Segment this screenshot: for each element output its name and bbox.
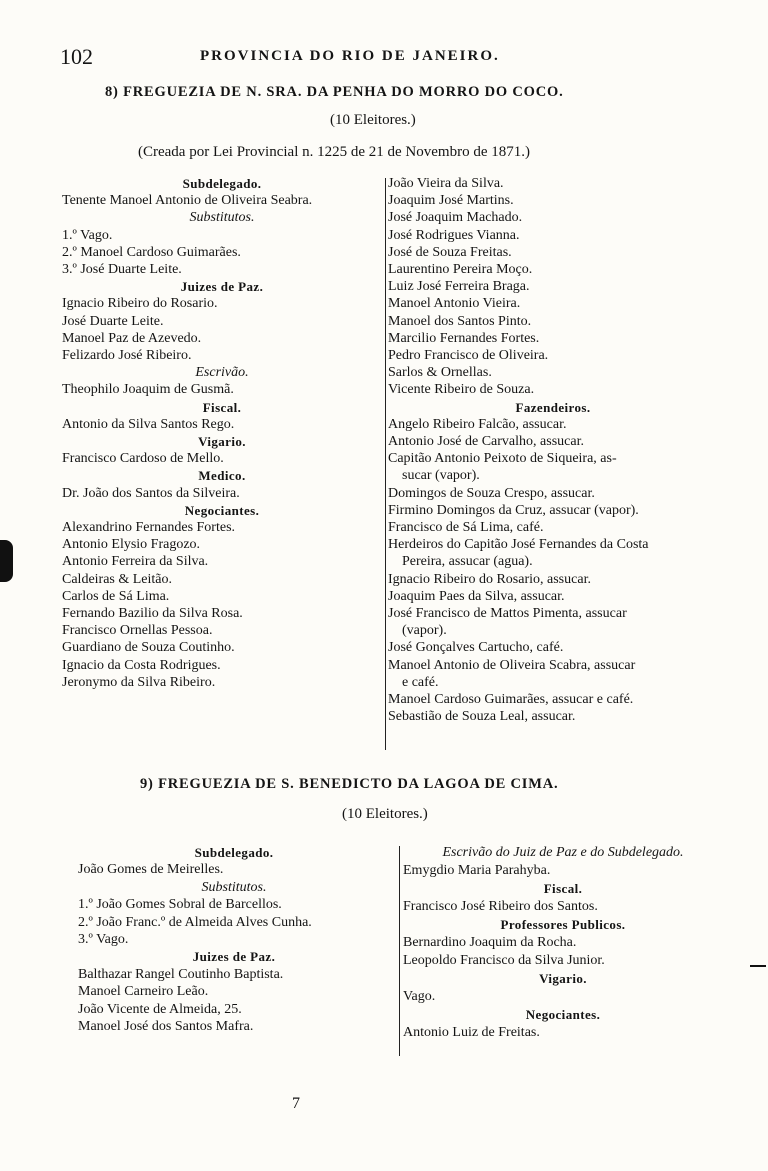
entry-line: Felizardo José Ribeiro. xyxy=(62,348,192,364)
entry-line: 2.º João Franc.º de Almeida Alves Cunha. xyxy=(78,914,312,930)
entry-line: Balthazar Rangel Coutinho Baptista. xyxy=(78,966,284,982)
entry-line: (vapor). xyxy=(402,623,447,639)
section-heading: Professores Publicos. xyxy=(500,917,626,932)
entry-line: José Rodrigues Vianna. xyxy=(388,227,520,243)
section-heading: Vigario. xyxy=(539,971,587,986)
entry-line: Ignacio Ribeiro do Rosario. xyxy=(62,296,218,312)
section-heading: Substitutos. xyxy=(189,210,255,226)
entry-line: Dr. João dos Santos da Silveira. xyxy=(62,485,240,501)
section-heading: Negociantes. xyxy=(184,502,260,518)
entry-line: Ignacio Ribeiro do Rosario, assucar. xyxy=(388,571,591,587)
entry-line: Manoel Antonio Vieira. xyxy=(388,296,521,312)
entry-line: Joaquim José Martins. xyxy=(388,193,514,209)
entry-line: Antonio da Silva Santos Rego. xyxy=(62,416,235,432)
entry-line: Capitão Antonio Peixoto de Siqueira, as- xyxy=(388,451,617,467)
entry-line: 2.º Manoel Cardoso Guimarães. xyxy=(62,244,241,260)
entry-line: Laurentino Pereira Moço. xyxy=(388,262,533,278)
entry-line: Pedro Francisco de Oliveira. xyxy=(388,348,549,364)
entry-line: Marcilio Fernandes Fortes. xyxy=(388,330,540,346)
entry-line: Pereira, assucar (agua). xyxy=(402,554,533,570)
entry-line: Alexandrino Fernandes Fortes. xyxy=(62,520,236,536)
section-8-eleitores: (10 Eleitores.) xyxy=(330,112,416,128)
section-8-creation-note: (Creada por Lei Provincial n. 1225 de 21 de Novembro de 1871.) xyxy=(138,144,530,160)
entry-line: Manoel dos Santos Pinto. xyxy=(388,313,532,329)
section-8-title: 8) FREGUEZIA DE N. SRA. DA PENHA DO MORRO DO COCO. xyxy=(105,84,564,100)
entry-line: João Gomes de Meirelles. xyxy=(78,862,224,878)
entry-line: Antonio Ferreira da Silva. xyxy=(62,554,209,570)
page-number: 102 xyxy=(60,44,93,69)
entry-line: 3.º Vago. xyxy=(78,932,129,948)
entry-line: Manoel Paz de Azevedo. xyxy=(62,330,202,346)
entry-line: 3.º José Duarte Leite. xyxy=(62,262,182,278)
entry-line: Herdeiros do Capitão José Fernandes da Costa xyxy=(388,537,649,553)
entry-line: Tenente Manoel Antonio de Oliveira Seabra. xyxy=(62,193,313,209)
entry-line: Luiz José Ferreira Braga. xyxy=(388,279,530,295)
section-heading: Escrivão do Juiz de Paz e do Subdelegado. xyxy=(442,845,684,860)
entry-line: João Vieira da Silva. xyxy=(388,176,504,191)
entry-line: Manoel José dos Santos Mafra. xyxy=(78,1019,254,1035)
section-9-title: 9) FREGUEZIA DE S. BENEDICTO DA LAGOA DE CIMA. xyxy=(140,776,559,792)
entry-line: 1.º Vago. xyxy=(62,227,113,243)
section-heading: Fiscal. xyxy=(202,399,242,415)
section-9-right-column xyxy=(403,844,723,1042)
section-heading: Fiscal. xyxy=(543,881,583,896)
entry-line: Sarlos & Ornellas. xyxy=(388,365,492,381)
entry-line: Manoel Carneiro Leão. xyxy=(78,984,209,1000)
entry-line: José de Souza Freitas. xyxy=(388,244,512,260)
section-heading: Medico. xyxy=(198,468,246,484)
entry-line: Leopoldo Francisco da Silva Junior. xyxy=(403,953,605,968)
entry-line: e café. xyxy=(402,674,439,690)
section-heading: Substitutos. xyxy=(201,879,267,895)
entry-line: Fernando Bazilio da Silva Rosa. xyxy=(62,606,243,622)
entry-line: Antonio Elysio Fragozo. xyxy=(62,537,201,553)
section-heading: Escrivão. xyxy=(195,365,249,381)
section-heading: Juizes de Paz. xyxy=(180,279,264,295)
entry-line: Manoel Antonio de Oliveira Scabra, assucar xyxy=(388,657,636,673)
entry-line: Vicente Ribeiro de Souza. xyxy=(388,382,535,398)
scan-edge-mark xyxy=(750,965,766,967)
entry-line: José Gonçalves Cartucho, café. xyxy=(388,640,564,656)
entry-line: Vago. xyxy=(403,989,436,1004)
section-heading: Fazendeiros. xyxy=(515,399,591,415)
entry-line: Francisco Ornellas Pessoa. xyxy=(62,623,213,639)
scan-binding-mark xyxy=(0,540,13,582)
section-heading: Vigario. xyxy=(198,434,246,450)
entry-line: 1.º João Gomes Sobral de Barcellos. xyxy=(78,897,282,913)
entry-line: Ignacio da Costa Rodrigues. xyxy=(62,657,221,673)
entry-line: Sebastião de Souza Leal, assucar. xyxy=(388,709,576,725)
entry-line: sucar (vapor). xyxy=(402,468,480,484)
entry-line: Francisco de Sá Lima, café. xyxy=(388,520,544,536)
running-title: PROVINCIA DO RIO DE JANEIRO. xyxy=(200,48,500,64)
section-8-right-column xyxy=(388,175,718,726)
entry-line: José Joaquim Machado. xyxy=(388,210,523,226)
column-divider xyxy=(385,178,386,750)
section-heading: Subdelegado. xyxy=(194,845,274,860)
entry-line: Angelo Ribeiro Falcão, assucar. xyxy=(388,416,567,432)
entry-line: Caldeiras & Leitão. xyxy=(62,571,173,587)
section-heading: Negociantes. xyxy=(525,1007,601,1022)
entry-line: Guardiano de Souza Coutinho. xyxy=(62,640,235,656)
entry-line: Antonio Luiz de Freitas. xyxy=(403,1025,540,1040)
entry-line: José Duarte Leite. xyxy=(62,313,164,329)
entry-line: Theophilo Joaquim de Gusmã. xyxy=(62,382,234,398)
entry-line: José Francisco de Mattos Pimenta, assucar xyxy=(388,606,627,622)
entry-line: Emygdio Maria Parahyba. xyxy=(403,863,551,878)
entry-line: Firmino Domingos da Cruz, assucar (vapor). xyxy=(388,502,639,518)
entry-line: Bernardino Joaquim da Rocha. xyxy=(403,935,577,950)
section-heading: Juizes de Paz. xyxy=(192,949,276,965)
entry-line: Joaquim Paes da Silva, assucar. xyxy=(388,588,565,604)
entry-line: Jeronymo da Silva Ribeiro. xyxy=(62,674,216,690)
section-8-left-column xyxy=(62,175,382,691)
section-9-left-column xyxy=(78,844,390,1035)
column-divider xyxy=(399,846,400,1056)
entry-line: João Vicente de Almeida, 25. xyxy=(78,1001,242,1017)
entry-line: Antonio José de Carvalho, assucar. xyxy=(388,434,584,450)
signature-mark: 7 xyxy=(292,1095,300,1112)
section-9-eleitores: (10 Eleitores.) xyxy=(342,806,428,822)
entry-line: Domingos de Souza Crespo, assucar. xyxy=(388,485,595,501)
entry-line: Carlos de Sá Lima. xyxy=(62,588,170,604)
entry-line: Francisco José Ribeiro dos Santos. xyxy=(403,899,598,914)
section-heading: Subdelegado. xyxy=(182,176,262,191)
entry-line: Francisco Cardoso de Mello. xyxy=(62,451,224,467)
entry-line: Manoel Cardoso Guimarães, assucar e café. xyxy=(388,692,634,708)
